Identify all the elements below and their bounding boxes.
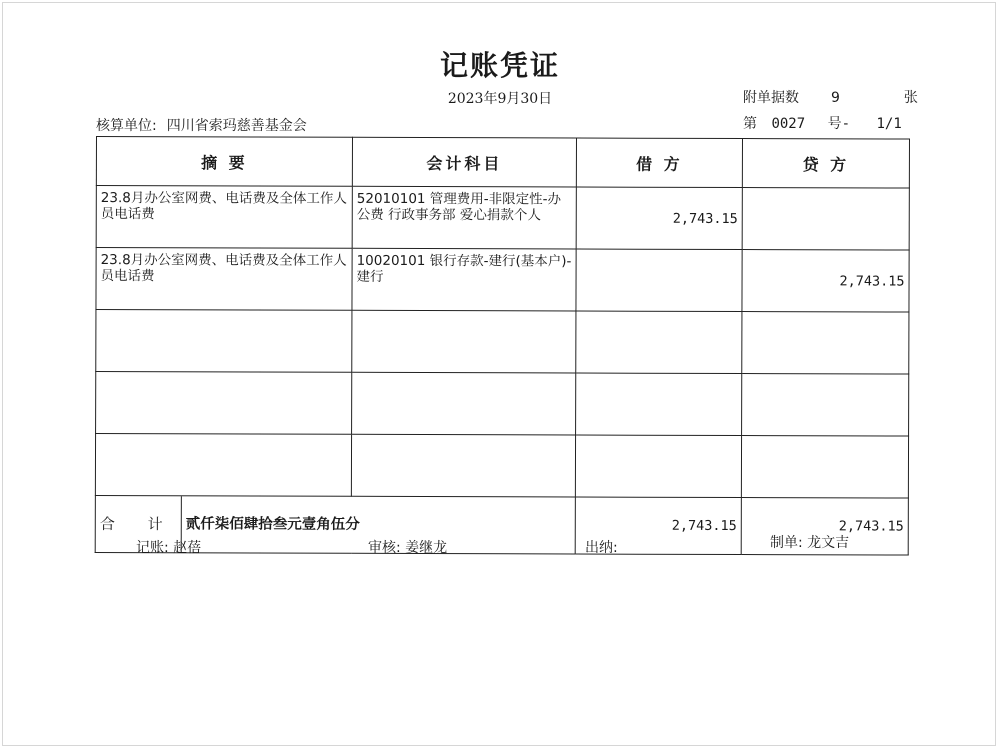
row-credit: 2,743.15 <box>742 250 909 313</box>
row-account <box>351 434 575 497</box>
row-summary: 23.8月办公室网费、电话费及全体工作人员电话费 <box>96 186 352 249</box>
reviewer-label: 审核: <box>368 540 401 556</box>
attachment-suffix: 张 <box>903 90 918 106</box>
cashier-label: 出纳: <box>585 540 618 556</box>
row-credit <box>742 374 909 437</box>
total-debit: 2,743.15 <box>575 497 741 555</box>
voucher-page: 1/1 <box>876 116 902 132</box>
preparer-name: 龙文吉 <box>807 535 850 551</box>
signature-bookkeeper <box>136 537 201 557</box>
accounting-unit <box>96 115 307 135</box>
header-account: 会计科目 <box>352 137 576 187</box>
signature-cashier <box>585 537 618 557</box>
voucher-number <box>743 113 902 133</box>
voucher-number-prefix: 第 <box>743 116 757 132</box>
table-row <box>96 372 909 437</box>
voucher-date: 2023年9月30日 <box>447 91 553 107</box>
row-summary <box>96 372 352 435</box>
voucher-number-value: 0027 <box>771 116 806 132</box>
row-debit <box>575 435 741 498</box>
header-summary: 摘 要 <box>96 137 352 187</box>
preparer-label: 制单: <box>770 535 803 551</box>
row-summary <box>95 434 351 497</box>
row-debit <box>576 373 742 436</box>
voucher-number-mid: 号- <box>827 116 851 132</box>
row-summary: 23.8月办公室网费、电话费及全体工作人员电话费 <box>96 248 352 311</box>
row-account: 10020101 银行存款-建行(基本户)-建行 <box>352 248 576 311</box>
attachment-count-value: 9 <box>830 90 840 106</box>
row-credit <box>741 436 908 499</box>
signature-reviewer <box>368 537 447 557</box>
row-debit: 2,743.15 <box>576 187 742 250</box>
attachment-count <box>743 87 918 107</box>
bookkeeper-name: 赵蓓 <box>173 540 202 556</box>
table-row <box>96 310 909 375</box>
bookkeeper-label: 记账: <box>136 540 169 556</box>
total-credit: 2,743.15 <box>741 498 908 556</box>
accounting-unit-value: 四川省索玛慈善基金会 <box>166 118 307 134</box>
table-row <box>96 248 909 313</box>
table-row <box>96 186 909 251</box>
reviewer-name: 姜继龙 <box>405 540 448 556</box>
table-header-row <box>96 137 909 189</box>
accounting-unit-label: 核算单位: <box>96 118 157 134</box>
row-account <box>352 310 576 373</box>
total-amount-in-words: 贰仟柒佰肆拾叁元壹角伍分 <box>185 516 360 533</box>
row-credit <box>742 312 909 375</box>
row-debit <box>576 249 742 312</box>
row-account: 52010101 管理费用-非限定性-办公费 行政事务部 爱心捐款个人 <box>352 186 576 249</box>
voucher-title: 记账凭证 <box>439 49 560 82</box>
row-account <box>352 372 576 435</box>
signature-preparer <box>770 532 849 552</box>
voucher-table <box>95 136 910 556</box>
table-row <box>95 434 908 499</box>
total-label: 合 计 <box>99 515 177 534</box>
row-summary <box>96 310 352 373</box>
row-credit <box>742 188 909 251</box>
header-debit: 借 方 <box>576 138 742 188</box>
header-credit: 贷 方 <box>742 139 909 189</box>
row-debit <box>576 311 742 374</box>
attachment-label: 附单据数 <box>743 90 799 106</box>
